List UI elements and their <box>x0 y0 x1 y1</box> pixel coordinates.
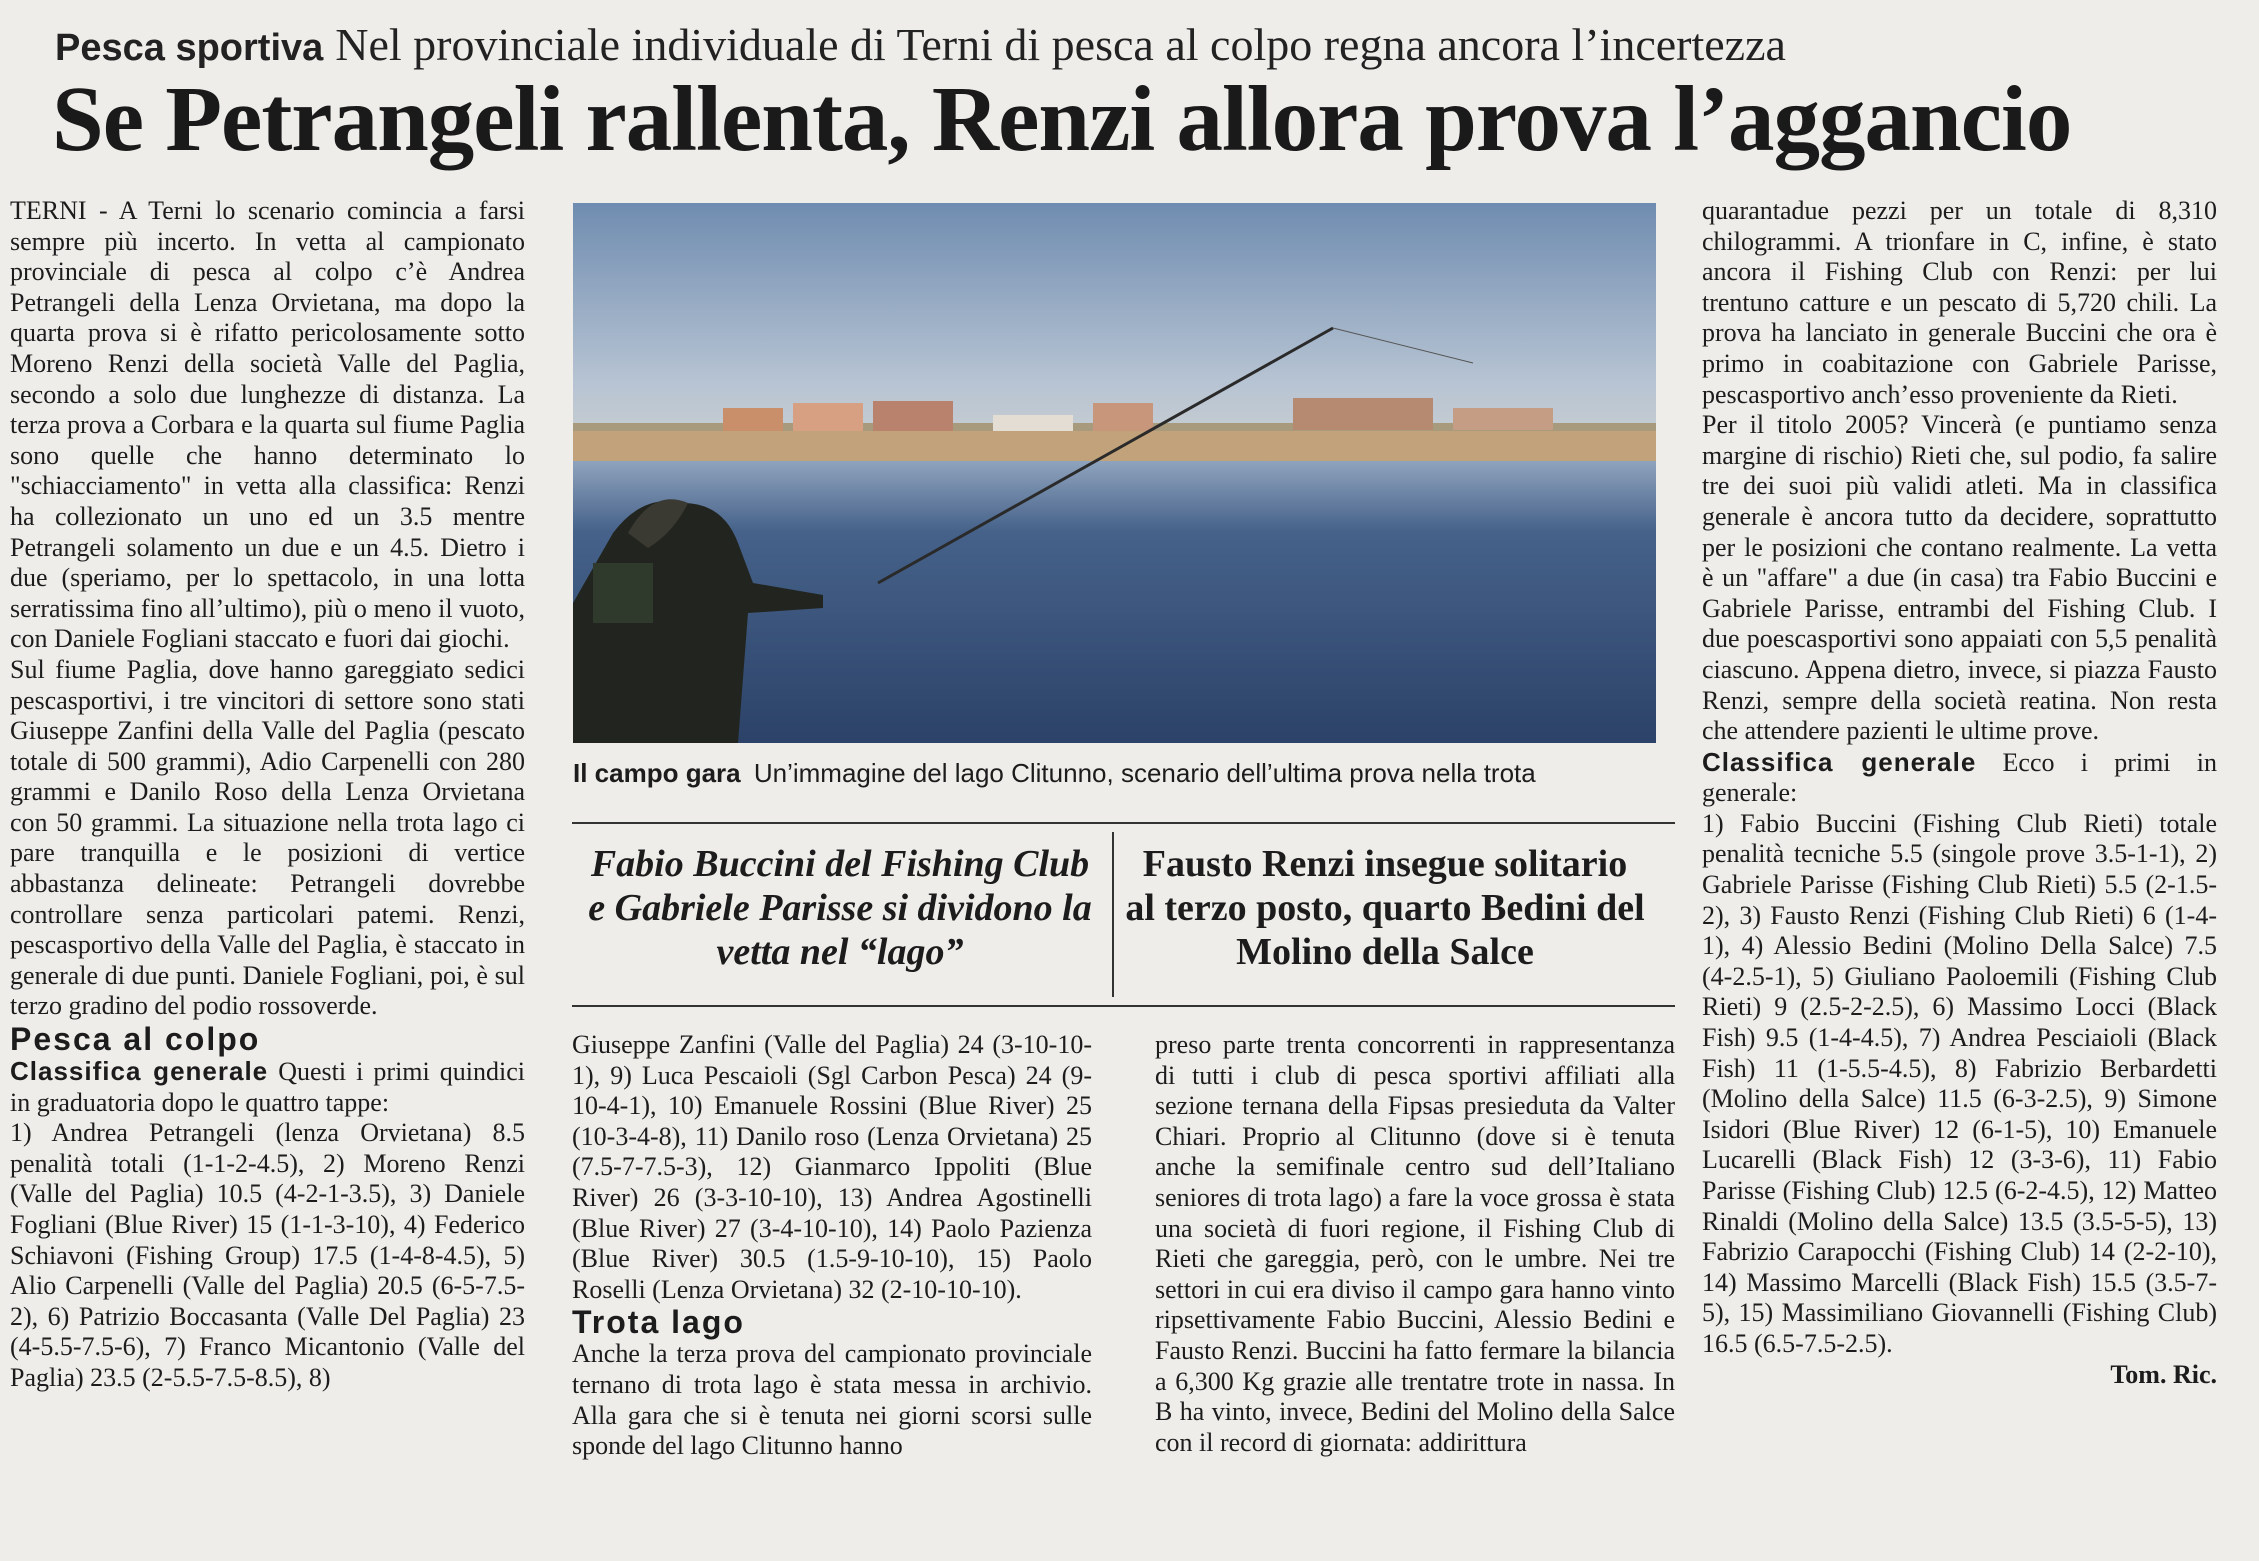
ranking-list: 1) Andrea Petrangeli (lenza Orvietana) 8.5 penalità totali (1-1-2-4.5), 2) Moreno Renzi (Valle del Paglia) 10.5 (4-2-1-3.5), 3) Daniele Fogliani (Blue River) 15 (1-1-3-10), 4) Federico Schiavoni (Fishing Group) 17.5 (1-4-8-4.5), 5) Alio Carpenelli (Valle del Paglia) 20.5 (6-5-7.5-2), 6) Patrizio Boccasanta (Valle Del Paglia) 23 (4-5.5-7.5-6), 7) Franco Micantonio (Valle del Paglia) 23.5 (2-5.5-7.5-8.5), 8) <box>10 1118 525 1392</box>
lake-photo-image <box>573 203 1656 743</box>
divider-top <box>572 822 1675 824</box>
section-heading-pesca-al-colpo: Pesca al colpo <box>10 1021 261 1058</box>
classifica-text: Questi i primi quindici in graduatoria dopo le quattro tappe: <box>10 1057 526 1117</box>
column-3 <box>1155 1030 1675 1458</box>
ranking-list-continued: Giuseppe Zanfini (Valle del Paglia) 24 (3-10-10-1), 9) Luca Pescaioli (Sgl Carbon Pesca) 24 (9-10-4-1), 10) Emanuele Rossini (Blue River) 25 (10-3-4-8), 11) Danilo roso (Lenza Orvietana) 25 (7.5-7-7.5-3), 12) Gianmarco Ippoliti (Blue River) 26 (3-3-10-10), 13) Andrea Agostinelli (Blue River) 27 (3-4-10-10), 14) Paolo Pazienza (Blue River) 30.5 (1.5-9-10-10), 15) Paolo Roselli (Lenza Orvietana) 32 (2-10-10-10). <box>572 1030 1092 1304</box>
divider-bottom <box>572 1005 1675 1007</box>
classifica-intro <box>1702 747 2217 809</box>
paragraph: Per il titolo 2005? Vincerà (e puntiamo senza margine di rischio) Rieti che, sul podio, fa salire tre dei suoi più validi atleti. Ma in classifica generale è ancora tutto da decidere, soprattutto per le posizioni che contano realmente. La vetta è un "affare" a due (in casa) tra Fabio Buccini e Gabriele Parisse, entrambi del Fishing Club. I due poescasportivi sono appaiati con 5,5 penalità ciascuno. Appena dietro, invece, si piazza Fausto Renzi, sempre della società reatina. Non resta che attendere pazienti le ultime prove. <box>1702 410 2217 746</box>
column-1 <box>10 196 525 1394</box>
column-4 <box>1702 196 2217 1390</box>
author-signature: Tom. Ric. <box>2110 1359 2217 1389</box>
deck-left: Fabio Buccini del Fishing Club e Gabriele Parisse si dividono la vetta nel “lago” <box>588 843 1092 973</box>
headline: Se Petrangeli rallenta, Renzi allora prova l’aggancio <box>52 68 2072 171</box>
photo-caption <box>573 758 1673 789</box>
paragraph: TERNI - A Terni lo scenario comincia a farsi sempre più incerto. In vetta al campionato provinciale di pesca al colpo c’è Andrea Petrangeli della Lenza Orvietana, ma dopo la quarta prova si è rifatto pericolosamente sotto Moreno Renzi della società Valle del Paglia, secondo a solo due lunghezze di distanza. La terza prova a Corbara e la quarta sul fiume Paglia sono quelle che hanno determinato lo "schiacciamento" in vetta alla classifica: Renzi ha collezionato un uno ed un 3.5 mentre Petrangeli solamento un due e un 4.5. Dietro i due (speriamo, per lo spettacolo, in una lotta serratissima fino all’ultimo), più o meno il vuoto, con Daniele Fogliani staccato e fuori dai giochi. <box>10 196 525 654</box>
column-2 <box>572 1030 1092 1462</box>
classifica-label: Classifica generale <box>10 1056 269 1087</box>
divider-vertical <box>1112 832 1114 997</box>
ranking-list: 1) Fabio Buccini (Fishing Club Rieti) totale penalità tecniche 5.5 (singole prove 3.5-1-1), 2) Gabriele Parisse (Fishing Club Rieti) 5.5 (2-1.5-2), 3) Fausto Renzi (Fishing Club Rieti) 6 (1-4-1), 4) Alessio Bedini (Molino Della Salce) 7.5 (4-2.5-1), 5) Giuliano Paoloemili (Fishing Club Rieti) 9 (2.5-2-2.5), 6) Massimo Locci (Black Fish) 9.5 (1-4-4.5), 7) Andrea Pesciaioli (Black Fish) 11 (1-5.5-4.5), 8) Fabrizio Berbardetti (Molino della Salce) 11.5 (6-3-2.5), 9) Simone Isidori (Blue River) 12 (6-1-5), 10) Emanuele Lucarelli (Black Fish) 12 (3-3-6), 11) Fabio Parisse (Fishing Club) 12.5 (6-2-4.5), 12) Matteo Rinaldi (Molino della Salce) 13.5 (3.5-5-5), 13) Fabrizio Carapocchi (Fishing Club) 14 (2-2-10), 14) Massimo Marcelli (Black Fish) 15.5 (3.5-7-5), 15) Massimiliano Giovannelli (Fishing Club) 16.5 (6.5-7.5-2.5). <box>1702 808 2217 1358</box>
classifica-label: Classifica generale <box>1702 746 1977 777</box>
paragraph: preso parte trenta concorrenti in rappresentanza di tutti i club di pesca sportivi affiliati alla sezione ternana della Fipsas presieduta da Valter Chiari. Proprio al Clitunno (dove si è tenuta anche la semifinale centro sud dell’Italiano seniores di trota lago) a fare la voce grossa è stata una società di fuori regione, il Fishing Club di Rieti che gareggia, però, con le umbre. Nei tre settori in cui era diviso il campo gara hanno vinto ripsettivamente Fabio Buccini, Alessio Bedini e Fausto Renzi. Buccini ha fatto fermare la bilancia a 6,300 Kg grazie alle trentatre trote in nassa. In B ha vinto, invece, Bedini del Molino della Salce con il record di giornata: addirittura <box>1155 1030 1675 1457</box>
subtitle: Nel provinciale individuale di Terni di pesca al colpo regna ancora l’incertezza <box>335 19 1786 70</box>
lake-photo <box>573 203 1656 743</box>
paragraph: Anche la terza prova del campionato provinciale ternano di trota lago è stata messa in archivio. Alla gara che si è tenuta nei giorni scorsi sulle sponde del lago Clitunno hanno <box>572 1339 1092 1461</box>
classifica-intro <box>10 1056 525 1118</box>
caption-label: Il campo gara <box>573 758 741 788</box>
deck-right: Fausto Renzi insegue solitario al terzo posto, quarto Bedini del Molino della Salce <box>1125 843 1645 973</box>
kicker <box>55 18 2225 71</box>
caption-text: Un’immagine del lago Clitunno, scenario dell’ultima prova nella trota <box>753 758 1536 788</box>
paragraph: quarantadue pezzi per un totale di 8,310 chilogrammi. A trionfare in C, infine, è stato ancora il Fishing Club con Renzi: per lui trentuno catture e un pescato di 5,720 chili. La prova ha lanciato in generale Buccini che ora è primo in coabitazione con Gabriele Parisse, pescasportivo anch’esso proveniente da Rieti. <box>1702 196 2217 409</box>
rubric: Pesca sportiva <box>55 27 324 69</box>
section-heading-trota-lago: Trota lago <box>572 1304 745 1341</box>
classifica-text: Ecco i primi in generale: <box>1702 747 2217 808</box>
paragraph: Sul fiume Paglia, dove hanno gareggiato sedici pescasportivi, i tre vincitori di settore sono stati Giuseppe Zanfini della Valle del Paglia (pescato totale di 500 grammi), Adio Carpenelli con 280 grammi e Danilo Roso della Lenza Orvietana con 50 grammi. La situazione nella trota lago ci pare tranquilla e le posizioni di vertice abbastanza delineate: Petrangeli dovrebbe controllare senza particolari patemi. Renzi, pescasportivo della Valle del Paglia, è staccato in generale di due punti. Daniele Fogliani, poi, è sul terzo gradino del podio rossoverde. <box>10 654 525 1021</box>
